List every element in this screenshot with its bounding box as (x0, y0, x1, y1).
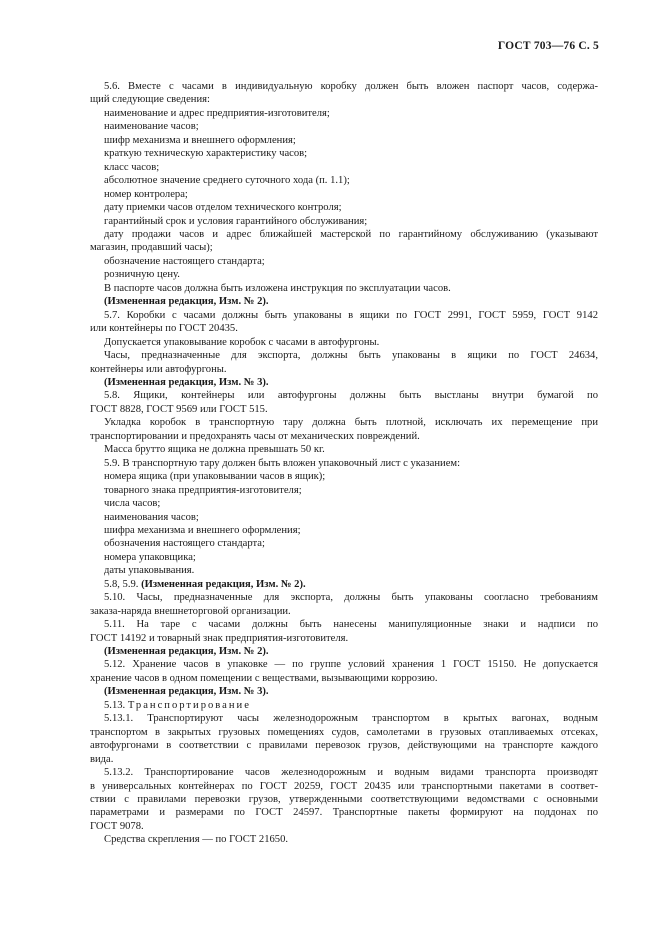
list-item: дату продажи часов и адрес ближайшей мастерской по гарантийному обслуживанию (указывают (104, 228, 598, 240)
clause-5-6-intro: 5.6. Вместе с часами в индивидуальную коробку должен быть вложен паспорт часов, содержа- (104, 81, 598, 92)
clause-5-12: 5.12. Хранение часов в упаковке — по группе условий хранения 1 ГОСТ 15150. Не допускается (104, 659, 598, 671)
clause-5-7: 5.7. Коробки с часами должны быть упакованы в ящики по ГОСТ 2991, ГОСТ 5959, ГОСТ 9142 (104, 309, 598, 321)
edition-note: (Измененная редакция, Изм. № 2). (104, 646, 269, 658)
clause-5-13-1-cont: вида. (90, 753, 114, 765)
clause-5-13-2-cont: в универсальных контейнерах по ГОСТ 20259, ГОСТ 20435 или транспортными пакетами в соответ- (90, 780, 598, 792)
clause-5-6-intro-cont: щий следующие сведения: (90, 94, 210, 106)
list-item: розничную цену. (104, 269, 180, 281)
list-item: обозначения настоящего стандарта; (104, 538, 265, 550)
clause-5-13-2-cont: ствии с правилами перевозки грузов, утвержденными соответствующими ведомствами с основными (90, 794, 598, 806)
clause-5-11-cont: ГОСТ 14192 и товарный знак предприятия-изготовителя. (90, 632, 349, 644)
clause-5-13-heading (90, 699, 598, 712)
list-item: числа часов; (104, 498, 161, 510)
list-item: абсолютное значение среднего суточного хода (п. 1.1); (104, 175, 350, 187)
section-title: Транспортирование (127, 699, 251, 711)
edition-note: (Измененная редакция, Изм. № 3). (104, 376, 269, 388)
list-item: краткую техническую характеристику часов; (104, 148, 308, 160)
clause-5-9-intro: 5.9. В транспортную тару должен быть вложен упаковочный лист с указанием: (104, 457, 461, 469)
edition-note: (Измененная редакция, Изм. № 2). (141, 578, 306, 590)
clause-5-13-fastening: Средства скрепления — по ГОСТ 21650. (104, 834, 289, 846)
clause-5-8-para: Укладка коробок в транспортную тару должна быть плотной, исключать их перемещение при (104, 417, 598, 429)
clause-5-8-cont: ГОСТ 8828, ГОСТ 9569 или ГОСТ 515. (90, 403, 268, 415)
clause-5-7-para-cont: контейнеры или автофургоны. (90, 363, 227, 375)
clause-5-8-mass: Масса брутто ящика не должна превышать 50 кг. (104, 444, 325, 456)
clause-5-6-instruction: В паспорте часов должна быть изложена инструкция по эксплуатации часов. (104, 282, 451, 294)
list-item-cont: магазин, продавший часы); (90, 242, 213, 254)
list-item: обозначение настоящего стандарта; (104, 255, 265, 267)
clause-number: 5.13. (104, 699, 126, 711)
list-item: шифр механизма и внешнего оформления; (104, 134, 296, 146)
list-item: наименования часов; (104, 511, 199, 523)
clause-5-7-cont: или контейнеры по ГОСТ 20435. (90, 323, 238, 335)
clause-5-10-cont: заказа-наряда внешнеторговой организации. (90, 605, 291, 617)
clause-5-8-para-cont: транспортировании и предохранять часы от механических повреждений. (90, 430, 420, 442)
list-item: наименование и адрес предприятия-изготовителя; (104, 107, 330, 119)
edition-prefix: 5.8, 5.9. (104, 578, 139, 590)
list-item: номера ящика (при упаковывании часов в ящик); (104, 471, 326, 483)
clause-5-12-cont: хранение часов в одном помещении с веществами, вызывающими коррозию. (90, 672, 438, 684)
edition-note: (Измененная редакция, Изм. № 2). (104, 296, 269, 308)
list-item: номера упаковщика; (104, 551, 196, 563)
list-item: даты упаковывания. (104, 565, 195, 577)
edition-note: (Измененная редакция, Изм. № 3). (104, 686, 269, 698)
clause-5-13-2-cont: ГОСТ 9078. (90, 820, 144, 832)
list-item: номер контролера; (104, 188, 188, 200)
edition-note-line (90, 578, 598, 591)
clause-5-10: 5.10. Часы, предназначенные для экспорта, должны быть упакованы соогласно требованиям (104, 592, 598, 604)
clause-5-13-2: 5.13.2. Транспортирование часов железнодорожным и водным видами транспорта производят (104, 767, 598, 779)
list-item: наименование часов; (104, 121, 199, 133)
clause-5-13-1-cont: автофургонами в соответствии с правилами перевозок грузов, действующими на транспорте каждого (90, 740, 598, 752)
list-item: дату приемки часов отделом технического контроля; (104, 202, 342, 214)
page-header: ГОСТ 703—76 С. 5 (497, 40, 599, 52)
clause-5-7-para: Часы, предназначенные для экспорта, должны быть упакованы в ящики по ГОСТ 24634, (104, 350, 598, 362)
list-item: шифра механизма и внешнего оформления; (104, 524, 301, 536)
clause-5-13-1-cont: транспортом в закрытых грузовых помещениях судов, самолетами в грузовых отапливаемых отсеках, (90, 726, 598, 738)
list-item: товарного знака предприятия-изготовителя; (104, 484, 302, 496)
clause-5-13-1: 5.13.1. Транспортируют часы железнодорожным транспортом в крытых вагонах, водным (104, 713, 598, 725)
list-item: гарантийный срок и условия гарантийного обслуживания; (104, 215, 368, 227)
clause-5-13-2-cont: параметрами и размерами по ГОСТ 24597. Транспортные пакеты формируют на поддонах по (90, 807, 598, 819)
clause-5-8: 5.8. Ящики, контейнеры или автофургоны должны быть выстланы внутри бумагой по (104, 390, 598, 402)
list-item: класс часов; (104, 161, 160, 173)
clause-5-7-para: Допускается упаковывание коробок с часами в автофургоны. (104, 336, 380, 348)
clause-5-11: 5.11. На таре с часами должны быть нанесены манипуляционные знаки и надписи по (104, 619, 598, 631)
document-body (90, 80, 598, 847)
